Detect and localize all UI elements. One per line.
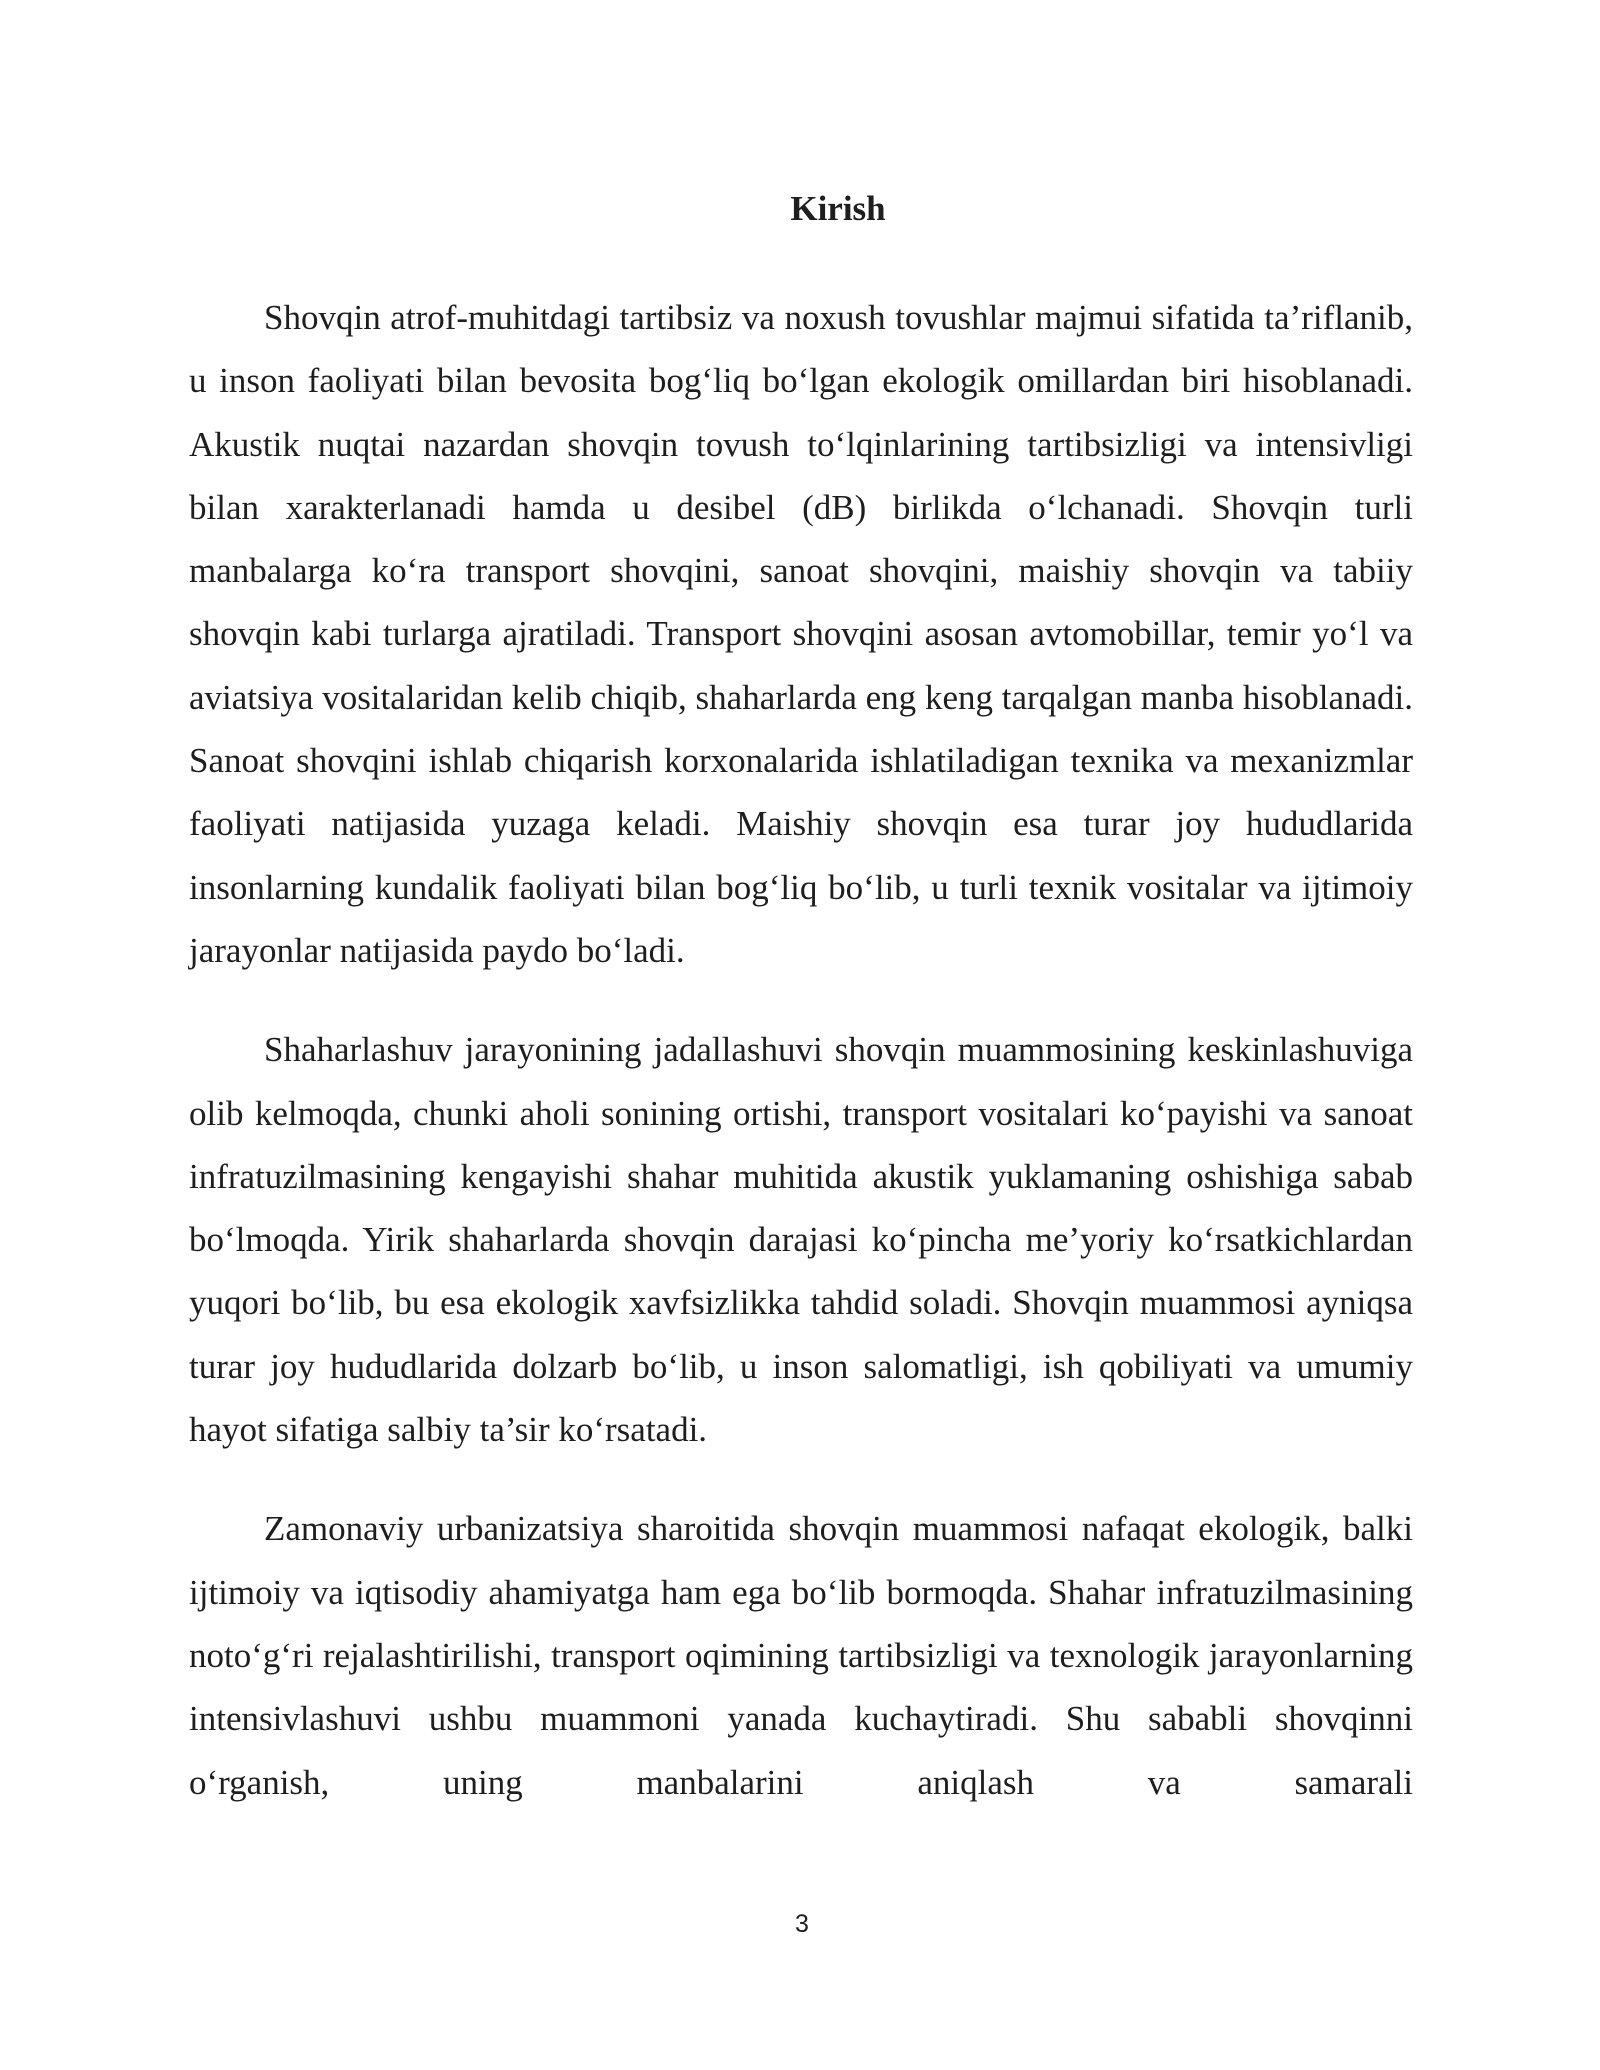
- paragraph-1: Shovqin atrof-muhitdagi tartibsiz va noxush tovushlar majmui sifatida ta’riflanib, u inson faoliyati bilan bevosita bog‘liq bo‘lgan ekologik omillardan biri hisoblanadi. Akustik nuqtai nazardan shovqin tovush to‘lqinlarining tartibsizligi va intensivligi bilan xarakterlanadi hamda u desibel (dB) birlikda o‘lchanadi. Shovqin turli manbalarga ko‘ra transport shovqini, sanoat shovqini, maishiy shovqin va tabiiy shovqin kabi turlarga ajratiladi. Transport shovqini asosan avtomobillar, temir yo‘l va aviatsiya vositalaridan kelib chiqib, shaharlarda eng keng tarqalgan manba hisoblanadi. Sanoat shovqini ishlab chiqarish korxonalarida ishlatiladigan texnika va mexanizmlar faoliyati natijasida yuzaga keladi. Maishiy shovqin esa turar joy hududlarida insonlarning kundalik faoliyati bilan bog‘liq bo‘lib, u turli texnik vositalar va ijtimoiy jarayonlar natijasida paydo bo‘ladi.: [189, 298, 1413, 970]
- section-title: Kirish: [790, 189, 886, 228]
- page-number: 3: [795, 1910, 809, 1938]
- paragraph-3: Zamonaviy urbanizatsiya sharoitida shovqin muammosi nafaqat ekologik, balki ijtimoiy va iqtisodiy ahamiyatga ham ega bo‘lib bormoqda. Shahar infratuzilmasining noto‘g‘ri rejalashtirilishi, transport oqimining tartibsizligi va texnologik jarayonlarning intensivlashuvi ushbu muammoni yanada kuchaytiradi. Shu sababli shovqinni o‘rganish, uning manbalarini aniqlash va samarali: [189, 1509, 1413, 1802]
- paragraph-2: Shaharlashuv jarayonining jadallashuvi shovqin muammosining keskinlashuviga olib kelmoqda, chunki aholi sonining ortishi, transport vositalari ko‘payishi va sanoat infratuzilmasining kengayishi shahar muhitida akustik yuklamaning oshishiga sabab bo‘lmoqda. Yirik shaharlarda shovqin darajasi ko‘pincha me’yoriy ko‘rsatkichlardan yuqori bo‘lib, bu esa ekologik xavfsizlikka tahdid soladi. Shovqin muammosi ayniqsa turar joy hududlarida dolzarb bo‘lib, u inson salomatligi, ish qobiliyati va umumiy hayot sifatiga salbiy ta’sir ko‘rsatadi.: [189, 1030, 1413, 1450]
- body-text: [189, 286, 1413, 1850]
